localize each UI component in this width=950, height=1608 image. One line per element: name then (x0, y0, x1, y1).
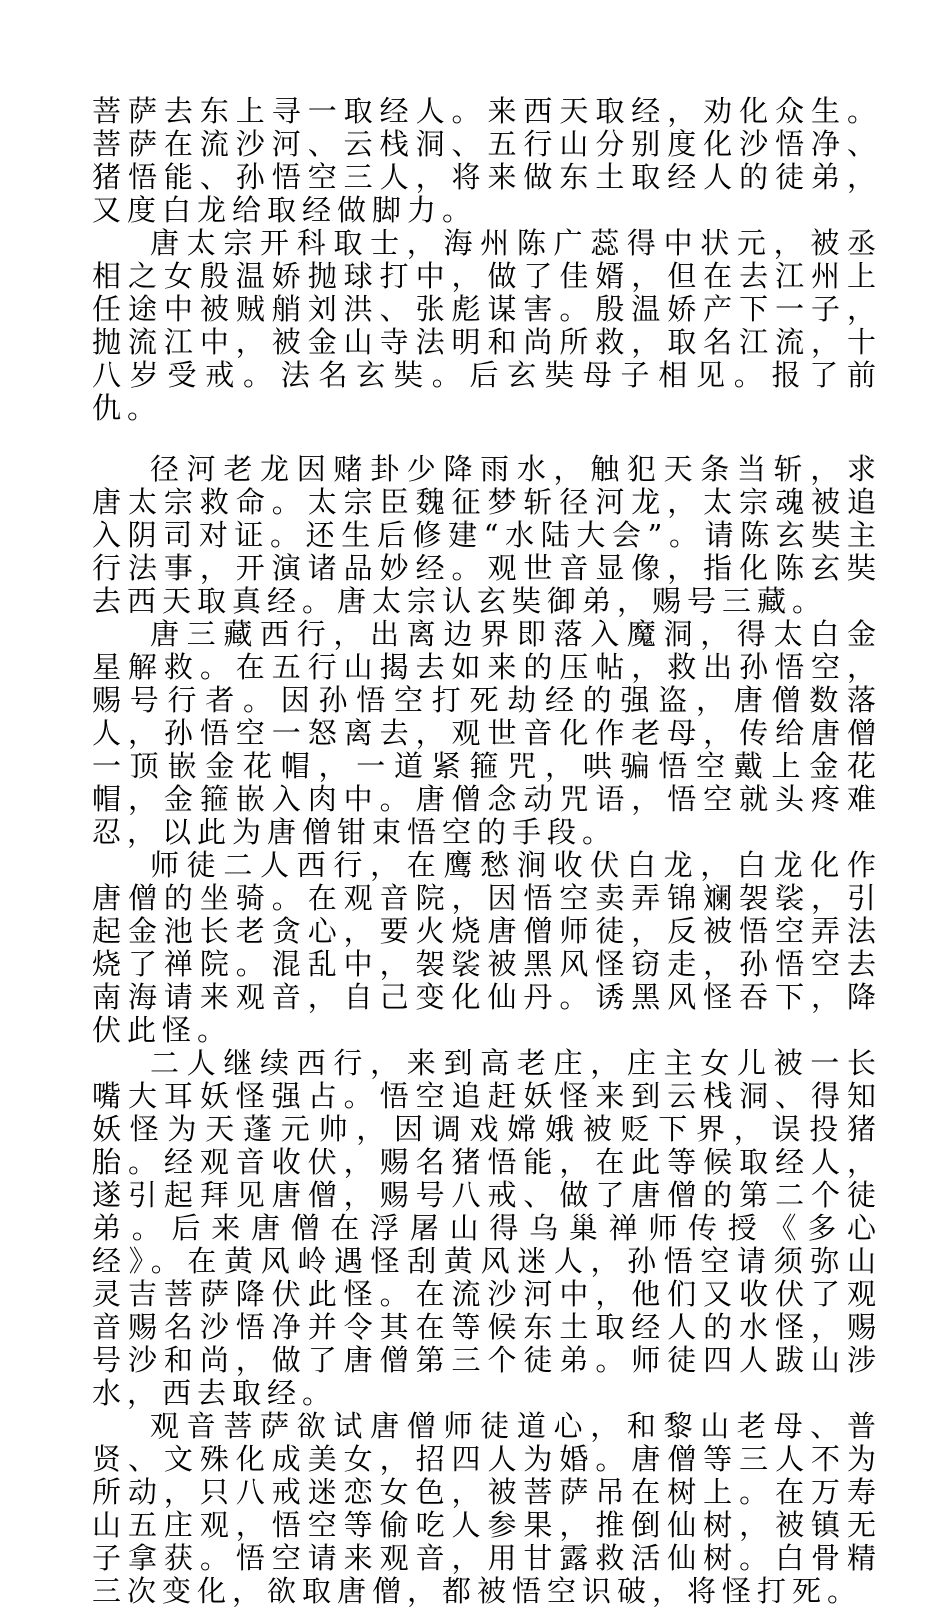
paragraph-1: 菩萨去东上寻一取经人。来西天取经，劝化众生。菩萨在流沙河、云栈洞、五行山分别度化沙悟净、猪悟能、孙悟空三人，将来做东土取经人的徒弟，又度白龙给取经做脚力。 (92, 94, 882, 227)
paragraph-2: 唐太宗开科取士，海州陈广蕊得中状元，被丞相之女殷温娇抛球打中，做了佳婿，但在去江州上任途中被贼艄刘洪、张彪谋害。殷温娇产下一子，抛流江中，被金山寺法明和尚所救，取名江流，十八岁受戒。法名玄奘。后玄奘母子相见。报了前仇。 (92, 226, 882, 425)
paragraph-6: 二人继续西行，来到高老庄，庄主女儿被一长嘴大耳妖怪强占。悟空追赶妖怪来到云栈洞、得知妖怪为天蓬元帅，因调戏嫦娥被贬下界，误投猪胎。经观音收伏，赐名猪悟能，在此等候取经人，遂引起拜见唐僧，赐号八戒、做了唐僧的第二个徒弟。后来唐僧在浮屠山得乌巢禅师传授《多心经》。在黄风岭遇怪刮黄风迷人，孙悟空请须弥山灵吉菩萨降伏此怪。在流沙河中，他们又收伏了观音赐名沙悟净并令其在等候东土取经人的水怪，赐号沙和尚，做了唐僧第三个徒弟。师徒四人跋山涉水，西去取经。 (92, 1046, 882, 1410)
paragraph-5: 师徒二人西行，在鹰愁涧收伏白龙，白龙化作唐僧的坐骑。在观音院，因悟空卖弄锦斓袈裟，引起金池长老贪心，要火烧唐僧师徒，反被悟空弄法烧了禅院。混乱中，袈裟被黑风怪窃走，孙悟空去南海请来观音，自己变化仙丹。诱黑风怪吞下，降伏此怪。 (92, 848, 882, 1047)
document-page (92, 95, 882, 1608)
paragraph-4: 唐三藏西行，出离边界即落入魔洞，得太白金星解救。在五行山揭去如来的压帖，救出孙悟空，赐号行者。因孙悟空打死劫经的强盗，唐僧数落人，孙悟空一怒离去，观世音化作老母，传给唐僧一顶嵌金花帽，一道紧箍咒，哄骗悟空戴上金花帽，金箍嵌入肉中。唐僧念动咒语，悟空就头疼难忍，以此为唐僧钳束悟空的手段。 (92, 617, 882, 849)
paragraph-3: 径河老龙因赌卦少降雨水，触犯天条当斩，求唐太宗救命。太宗臣魏征梦斩径河龙，太宗魂被追入阴司对证。还生后修建“水陆大会”。请陈玄奘主行法事，开演诸品妙经。观世音显像，指化陈玄奘去西天取真经。唐太宗认玄奘御弟，赐号三藏。 (92, 452, 882, 618)
paragraph-7: 观音菩萨欲试唐僧师徒道心，和黎山老母、普贤、文殊化成美女，招四人为婚。唐僧等三人不为所动，只八戒迷恋女色，被菩萨吊在树上。在万寿山五庄观，悟空等偷吃人参果，推倒仙树，被镇无子拿获。悟空请来观音，用甘露救活仙树。白骨精三次变化，欲取唐僧，都被悟空识破，将怪打死。 (92, 1409, 882, 1608)
paragraph-gap (92, 425, 882, 453)
